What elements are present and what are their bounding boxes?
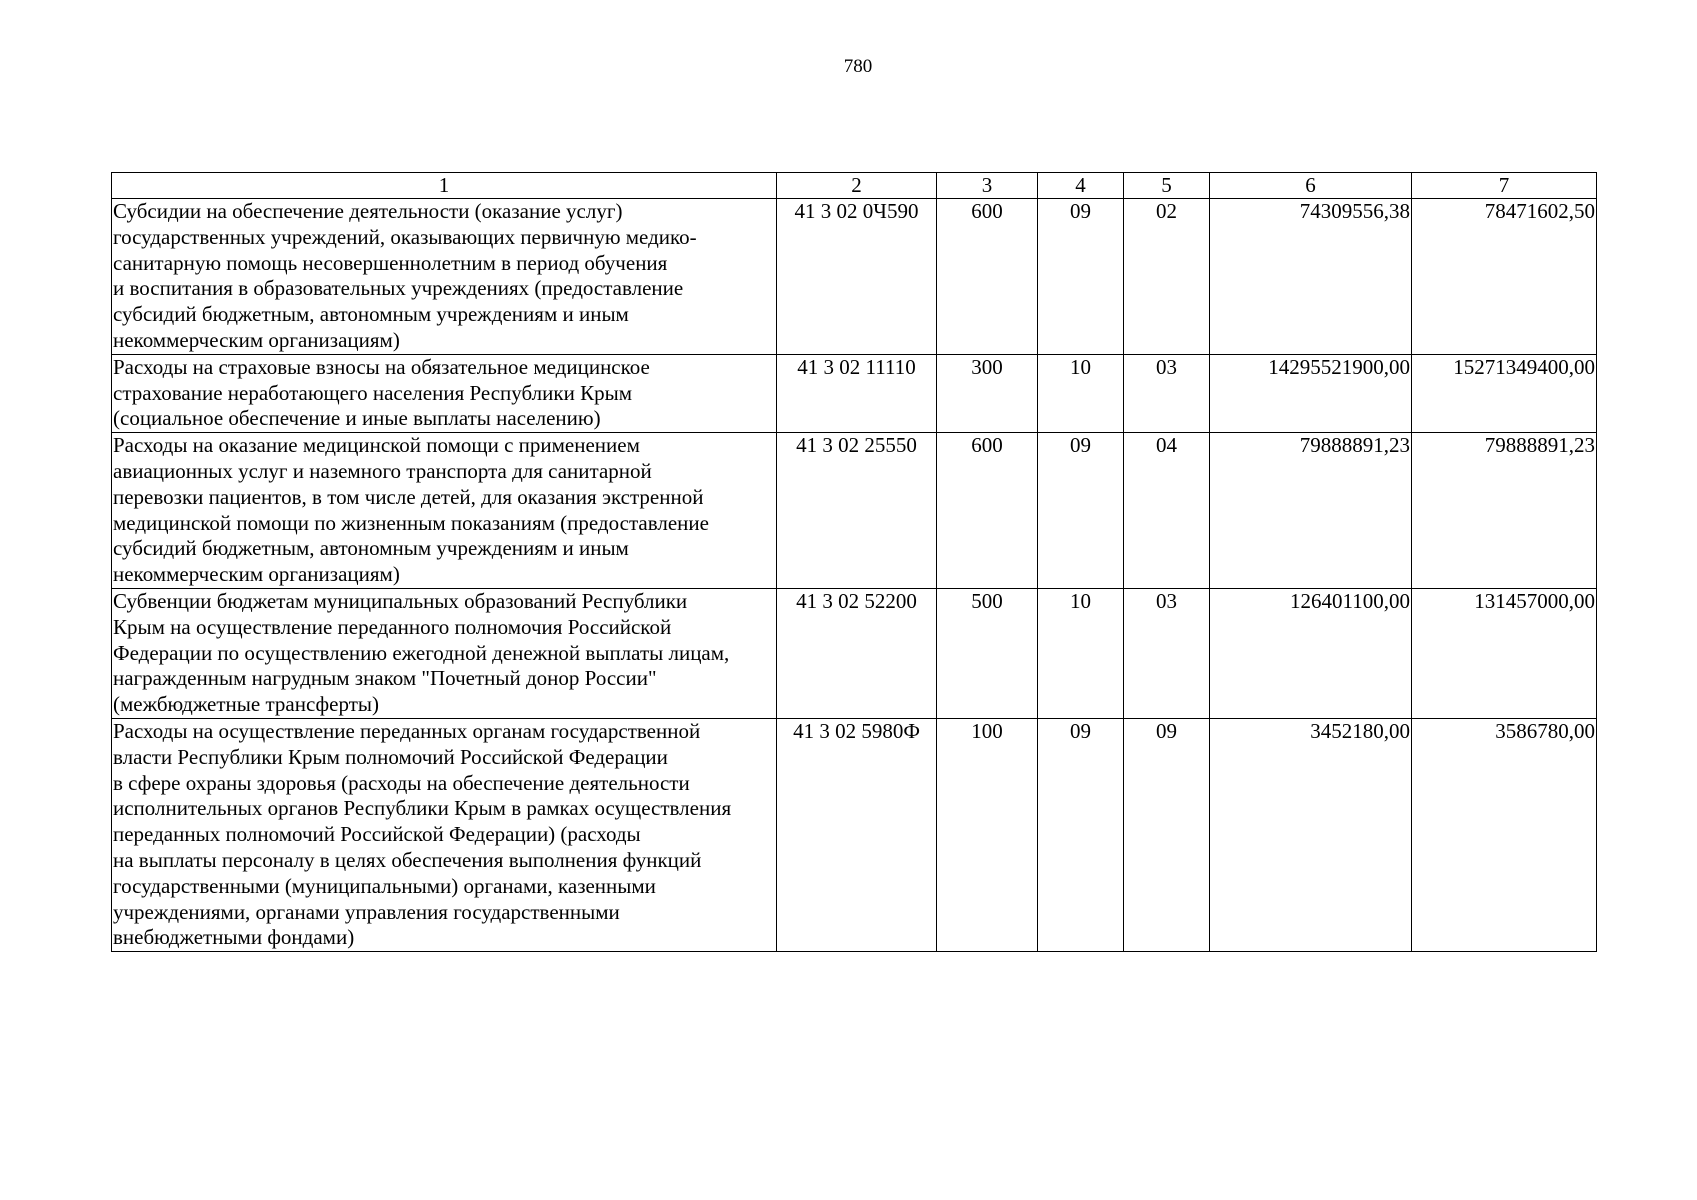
header-row bbox=[112, 173, 1597, 199]
table-row bbox=[112, 433, 1597, 589]
expense-type: 600 bbox=[937, 199, 1038, 355]
description-line: и воспитания в образовательных учреждениях (предоставление bbox=[113, 276, 684, 301]
description-line: государственными (муниципальными) органами, казенными bbox=[113, 873, 656, 898]
description-line: Расходы на осуществление переданных органам государственной bbox=[113, 718, 701, 743]
description-line: некоммерческим организациям) bbox=[113, 327, 400, 352]
row-description bbox=[112, 354, 777, 432]
subsection: 04 bbox=[1124, 433, 1210, 589]
target-code: 41 3 02 5980Ф bbox=[777, 718, 937, 951]
description-line: награжденным нагрудным знаком "Почетный донор России" bbox=[113, 666, 657, 691]
description-line: перевозки пациентов, в том числе детей, для оказания экстренной bbox=[113, 484, 704, 509]
description-line: Субвенции бюджетам муниципальных образований Республики bbox=[113, 588, 688, 613]
target-code: 41 3 02 0Ч590 bbox=[777, 199, 937, 355]
description-line: Расходы на оказание медицинской помощи с применением bbox=[113, 433, 640, 458]
header-col-3: 3 bbox=[937, 173, 1038, 199]
section: 09 bbox=[1038, 718, 1124, 951]
header-col-6: 6 bbox=[1210, 173, 1412, 199]
subsection: 09 bbox=[1124, 718, 1210, 951]
description-line: Расходы на страховые взносы на обязательное медицинское bbox=[113, 354, 650, 379]
description-line: внебюджетными фондами) bbox=[113, 925, 355, 950]
section: 10 bbox=[1038, 354, 1124, 432]
subsection: 03 bbox=[1124, 354, 1210, 432]
description-line: некоммерческим организациям) bbox=[113, 562, 400, 587]
amount-col7: 131457000,00 bbox=[1412, 588, 1597, 718]
subsection: 03 bbox=[1124, 588, 1210, 718]
description-line: Крым на осуществление переданного полномочия Российской bbox=[113, 614, 672, 639]
row-description bbox=[112, 433, 777, 589]
expense-type: 300 bbox=[937, 354, 1038, 432]
description-line: медицинской помощи по жизненным показаниям (предоставление bbox=[113, 510, 709, 535]
amount-col7: 78471602,50 bbox=[1412, 199, 1597, 355]
row-description bbox=[112, 718, 777, 951]
amount-col7: 3586780,00 bbox=[1412, 718, 1597, 951]
amount-col6: 3452180,00 bbox=[1210, 718, 1412, 951]
amount-col6: 126401100,00 bbox=[1210, 588, 1412, 718]
table-row bbox=[112, 588, 1597, 718]
amount-col7: 15271349400,00 bbox=[1412, 354, 1597, 432]
target-code: 41 3 02 52200 bbox=[777, 588, 937, 718]
expense-type: 600 bbox=[937, 433, 1038, 589]
table-row bbox=[112, 718, 1597, 951]
target-code: 41 3 02 25550 bbox=[777, 433, 937, 589]
table-row bbox=[112, 199, 1597, 355]
row-description bbox=[112, 199, 777, 355]
description-line: (социальное обеспечение и иные выплаты населению) bbox=[113, 406, 601, 431]
section: 09 bbox=[1038, 433, 1124, 589]
section: 09 bbox=[1038, 199, 1124, 355]
section: 10 bbox=[1038, 588, 1124, 718]
expense-type: 100 bbox=[937, 718, 1038, 951]
description-line: Субсидии на обеспечение деятельности (оказание услуг) bbox=[113, 199, 623, 223]
description-line: страхование неработающего населения Республики Крым bbox=[113, 380, 632, 405]
header-col-2: 2 bbox=[777, 173, 937, 199]
description-line: в сфере охраны здоровья (расходы на обеспечение деятельности bbox=[113, 770, 690, 795]
header-col-1: 1 bbox=[112, 173, 777, 199]
table-row bbox=[112, 354, 1597, 432]
target-code: 41 3 02 11110 bbox=[777, 354, 937, 432]
amount-col6: 74309556,38 bbox=[1210, 199, 1412, 355]
description-line: учреждениями, органами управления государственными bbox=[113, 899, 620, 924]
page-number: 780 bbox=[843, 56, 873, 77]
amount-col6: 14295521900,00 bbox=[1210, 354, 1412, 432]
description-line: Федерации по осуществлению ежегодной денежной выплаты лицам, bbox=[113, 640, 730, 665]
amount-col6: 79888891,23 bbox=[1210, 433, 1412, 589]
description-line: государственных учреждений, оказывающих первичную медико- bbox=[113, 224, 697, 249]
description-line: власти Республики Крым полномочий Российской Федерации bbox=[113, 744, 668, 769]
header-col-7: 7 bbox=[1412, 173, 1597, 199]
description-line: субсидий бюджетным, автономным учреждениям и иным bbox=[113, 536, 629, 561]
description-line: на выплаты персоналу в целях обеспечения выполнения функций bbox=[113, 847, 702, 872]
description-line: переданных полномочий Российской Федерации) (расходы bbox=[113, 822, 641, 847]
amount-col7: 79888891,23 bbox=[1412, 433, 1597, 589]
header-col-5: 5 bbox=[1124, 173, 1210, 199]
description-line: субсидий бюджетным, автономным учреждениям и иным bbox=[113, 302, 629, 327]
header-col-4: 4 bbox=[1038, 173, 1124, 199]
budget-table bbox=[111, 172, 1597, 952]
description-line: авиационных услуг и наземного транспорта для санитарной bbox=[113, 458, 652, 483]
description-line: исполнительных органов Республики Крым в рамках осуществления bbox=[113, 796, 732, 821]
description-line: санитарную помощь несовершеннолетним в период обучения bbox=[113, 250, 668, 275]
description-line: (межбюджетные трансферты) bbox=[113, 692, 379, 717]
expense-type: 500 bbox=[937, 588, 1038, 718]
subsection: 02 bbox=[1124, 199, 1210, 355]
row-description bbox=[112, 588, 777, 718]
